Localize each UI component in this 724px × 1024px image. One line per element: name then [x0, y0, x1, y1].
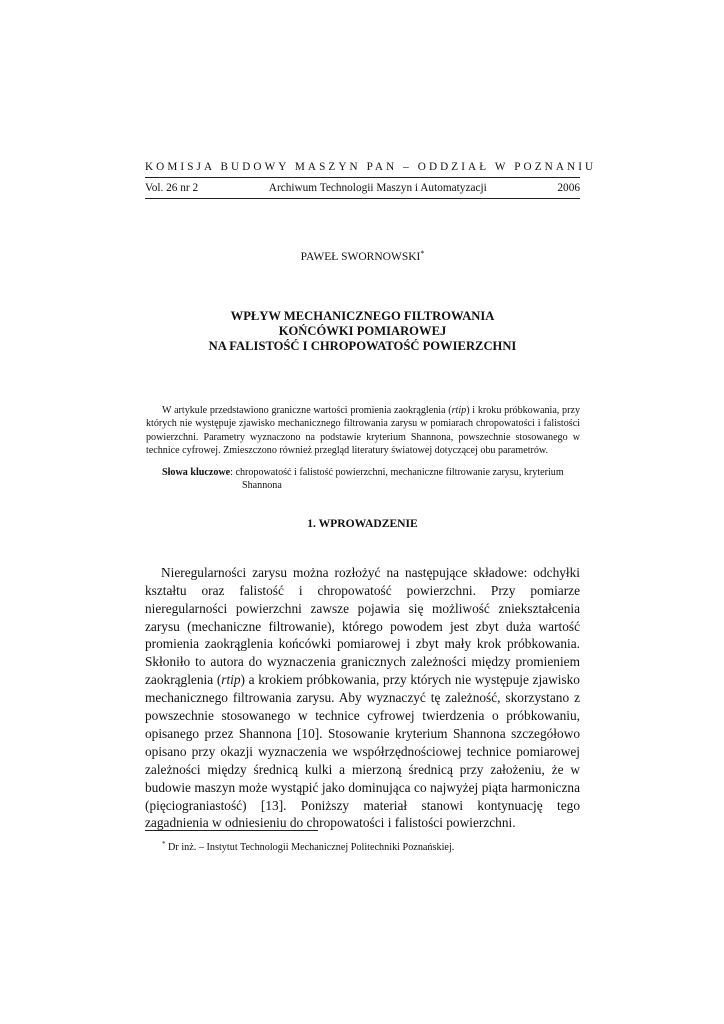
keywords-label: Słowa kluczowe: [162, 467, 231, 479]
header-rule-bottom: [145, 198, 580, 199]
header-rule: [145, 177, 580, 178]
intro-paragraph: [145, 564, 580, 833]
journal-info-row: [145, 181, 580, 195]
page-content: [145, 160, 597, 832]
keywords: [144, 466, 580, 493]
abstract-text: W artykule przedstawiono graniczne wartości promienia zaokrąglenia (: [162, 405, 452, 416]
author-text: PAWEŁ SWORNOWSKI: [300, 251, 421, 263]
abstract: [146, 404, 580, 457]
abstract-text: ) i kroku próbkowania, przy których nie występuje zjawisko mechanicznego filtrowania zarysu w pomiarach chropowatości i falistości powierzchni. Parametry wyznaczono na podstawie kryterium Shannona, powszechnie stosowanego w technice cyfrowej. Zmieszczono również przegląd literatury światowej dotyczącej obu parametrów.: [146, 405, 580, 456]
title-line: KOŃCÓWKI POMIAROWEJ: [278, 324, 447, 338]
journal-name: Archiwum Technologii Maszyn i Automatyzacji: [268, 182, 487, 194]
section-heading: 1. WPROWADZENIE: [307, 516, 418, 530]
title-line: NA FALISTOŚĆ I CHROPOWATOŚĆ POWIERZCHNI: [208, 339, 517, 353]
keywords-text: : chropowatość i falistość powierzchni, mechaniczne filtrowanie zarysu, kryterium Shannona: [230, 467, 564, 492]
paragraph-symbol: rtip: [221, 672, 241, 688]
publication-year: 2006: [557, 182, 580, 194]
author-footnote-mark: *: [420, 249, 425, 258]
volume-number: Vol. 26 nr 2: [145, 182, 199, 194]
article-title: [145, 309, 580, 354]
footnote-mark: *: [162, 840, 166, 848]
footnote: [162, 838, 454, 854]
footnote-text: Dr inż. – Instytut Technologii Mechanicznej Politechniki Poznańskiej.: [165, 842, 455, 853]
title-line: WPŁYW MECHANICZNEGO FILTROWANIA: [230, 309, 495, 323]
abstract-symbol: rtip: [451, 405, 467, 416]
journal-body-heading: KOMISJA BUDOWY MASZYN PAN – ODDZIAŁ W POZNANIU: [145, 161, 597, 173]
footnote-rule: [145, 830, 318, 831]
paragraph-text: ) a krokiem próbkowania, przy których nie występuje zjawisko mechanicznego filtrowania zarysu. Aby wyznaczyć tę zależność, skorzystano z powszechnie stosowanego w technice cyfrowej twierdzenia o próbkowaniu, opisanego przez Shannona [10]. Stosowanie kryterium Shannona szczegółowo opisano przy okazji wyznaczenia we współrzędnościowej technice pomiarowej zależności między średnicą kulki a mierzoną średnicą przy założeniu, że w budowie maszyn może wystąpić jako dominująca co najwyżej piąta harmoniczna (pięciograniastość) [13]. Poniższy materiał stanowi kontynuację tego zagadnienia w odniesieniu do chropowatości i falistości powierzchni.: [145, 672, 580, 831]
author-name: [145, 247, 580, 264]
paragraph-text: Nieregularności zarysu można rozłożyć na następujące składowe: odchyłki kształtu oraz falistość i chropowatość powierzchni. Przy pomiarze nieregularności powierzchni zawsze pojawia się możliwość zniekształcenia zarysu (mechaniczne filtrowanie), którego powodem jest zbyt duża wartość promienia zaokrąglenia końcówki pomiarowej i zbyt mały krok próbkowania. Skłoniło to autora do wyznaczenia granicznych zależności między promieniem zaokrąglenia (: [145, 564, 580, 688]
